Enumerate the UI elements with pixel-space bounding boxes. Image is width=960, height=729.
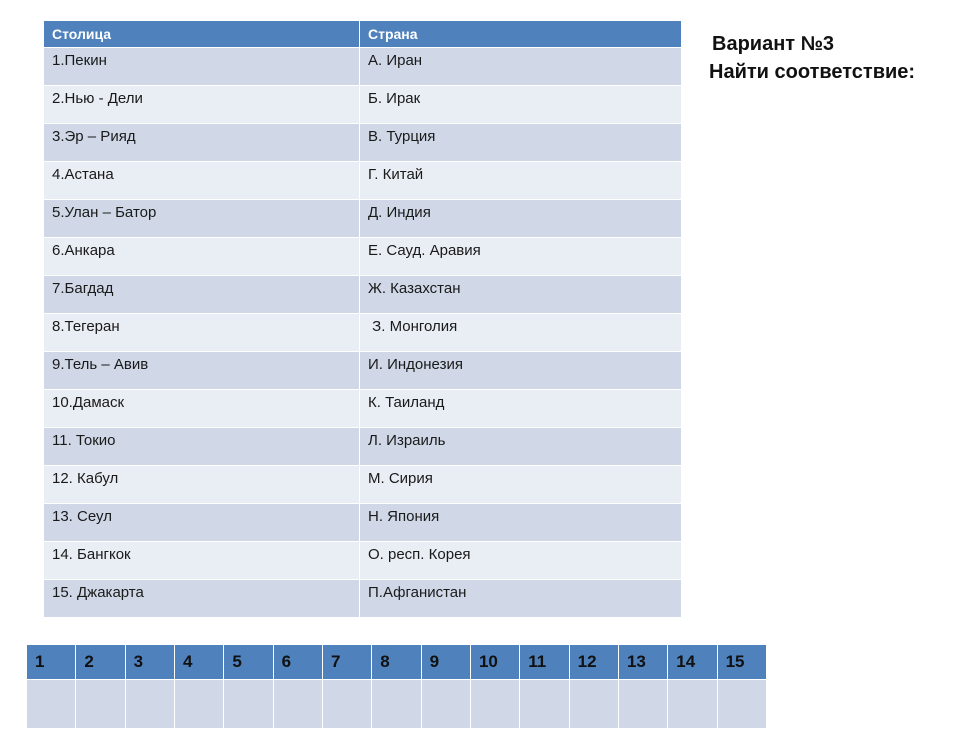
answer-number: 11 bbox=[520, 645, 569, 680]
country-cell: Ж. Казахстан bbox=[360, 276, 682, 314]
answer-number: 1 bbox=[27, 645, 76, 680]
answer-cell[interactable] bbox=[470, 680, 519, 729]
answer-cell[interactable] bbox=[717, 680, 766, 729]
table-row bbox=[44, 428, 682, 466]
capital-cell: 4.Астана bbox=[44, 162, 360, 200]
answer-header-row bbox=[27, 645, 767, 680]
capital-cell: 14. Бангкок bbox=[44, 542, 360, 580]
country-cell: З. Монголия bbox=[360, 314, 682, 352]
capital-cell: 13. Сеул bbox=[44, 504, 360, 542]
page-title bbox=[709, 30, 916, 86]
table-row bbox=[44, 162, 682, 200]
capital-cell: 8.Тегеран bbox=[44, 314, 360, 352]
answer-number: 4 bbox=[174, 645, 223, 680]
variant-label: Вариант №3 bbox=[712, 33, 835, 55]
country-cell: Е. Сауд. Аравия bbox=[360, 238, 682, 276]
country-cell: Д. Индия bbox=[360, 200, 682, 238]
country-cell: П.Афганистан bbox=[360, 580, 682, 618]
answer-number: 8 bbox=[372, 645, 421, 680]
capital-cell: 5.Улан – Батор bbox=[44, 200, 360, 238]
answer-cell[interactable] bbox=[520, 680, 569, 729]
capitals-table bbox=[43, 20, 682, 618]
table-header-row bbox=[44, 21, 682, 48]
header-capital: Столица bbox=[44, 21, 360, 48]
country-cell: Б. Ирак bbox=[360, 86, 682, 124]
answer-number: 2 bbox=[76, 645, 125, 680]
capital-cell: 6.Анкара bbox=[44, 238, 360, 276]
table-row bbox=[44, 48, 682, 86]
answer-cell[interactable] bbox=[174, 680, 223, 729]
capital-cell: 9.Тель – Авив bbox=[44, 352, 360, 390]
answer-cell[interactable] bbox=[125, 680, 174, 729]
capital-cell: 2.Нью - Дели bbox=[44, 86, 360, 124]
answer-number: 10 bbox=[470, 645, 519, 680]
answer-cell[interactable] bbox=[372, 680, 421, 729]
capital-cell: 3.Эр – Рияд bbox=[44, 124, 360, 162]
answer-cell[interactable] bbox=[668, 680, 717, 729]
table-row bbox=[44, 200, 682, 238]
answer-number: 14 bbox=[668, 645, 717, 680]
answer-cell[interactable] bbox=[224, 680, 273, 729]
table-row bbox=[44, 504, 682, 542]
table-row bbox=[44, 466, 682, 504]
answer-cell[interactable] bbox=[322, 680, 371, 729]
answer-cell[interactable] bbox=[76, 680, 125, 729]
table-row bbox=[44, 86, 682, 124]
table-row bbox=[44, 314, 682, 352]
answer-input-row bbox=[27, 680, 767, 729]
country-cell: О. респ. Корея bbox=[360, 542, 682, 580]
capital-cell: 15. Джакарта bbox=[44, 580, 360, 618]
answer-cell[interactable] bbox=[618, 680, 667, 729]
country-cell: К. Таиланд bbox=[360, 390, 682, 428]
capital-cell: 10.Дамаск bbox=[44, 390, 360, 428]
table-row bbox=[44, 580, 682, 618]
answer-number: 5 bbox=[224, 645, 273, 680]
task-label: Найти соответствие: bbox=[709, 61, 916, 83]
answer-number: 15 bbox=[717, 645, 766, 680]
answer-cell[interactable] bbox=[569, 680, 618, 729]
country-cell: А. Иран bbox=[360, 48, 682, 86]
answer-cell[interactable] bbox=[421, 680, 470, 729]
table-row bbox=[44, 238, 682, 276]
header-country: Страна bbox=[360, 21, 682, 48]
table-row bbox=[44, 124, 682, 162]
country-cell: Н. Япония bbox=[360, 504, 682, 542]
capital-cell: 7.Багдад bbox=[44, 276, 360, 314]
country-cell: В. Турция bbox=[360, 124, 682, 162]
answer-number: 6 bbox=[273, 645, 322, 680]
country-cell: Л. Израиль bbox=[360, 428, 682, 466]
table-row bbox=[44, 390, 682, 428]
answer-grid bbox=[26, 644, 767, 729]
capital-cell: 12. Кабул bbox=[44, 466, 360, 504]
answer-number: 13 bbox=[618, 645, 667, 680]
table-row bbox=[44, 352, 682, 390]
country-cell: Г. Китай bbox=[360, 162, 682, 200]
answer-number: 7 bbox=[322, 645, 371, 680]
capital-cell: 1.Пекин bbox=[44, 48, 360, 86]
answer-number: 12 bbox=[569, 645, 618, 680]
answer-cell[interactable] bbox=[273, 680, 322, 729]
answer-number: 3 bbox=[125, 645, 174, 680]
country-cell: И. Индонезия bbox=[360, 352, 682, 390]
capital-cell: 11. Токио bbox=[44, 428, 360, 466]
country-cell: М. Сирия bbox=[360, 466, 682, 504]
table-row bbox=[44, 276, 682, 314]
answer-number: 9 bbox=[421, 645, 470, 680]
answer-cell[interactable] bbox=[27, 680, 76, 729]
table-row bbox=[44, 542, 682, 580]
